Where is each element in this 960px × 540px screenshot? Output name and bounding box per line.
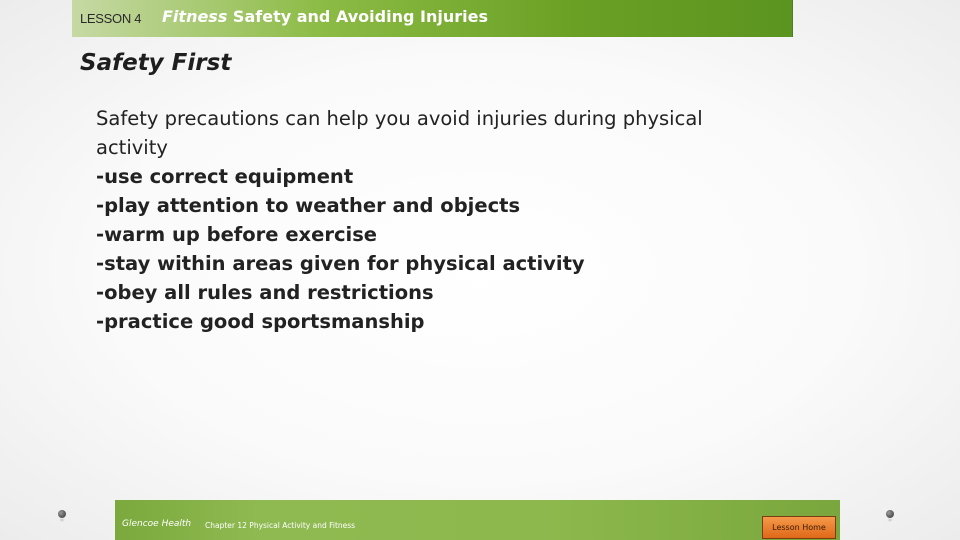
slide-body <box>96 104 856 336</box>
bullet-item: -practice good sportsmanship <box>96 310 425 333</box>
publisher-brand: Glencoe Health <box>122 519 192 529</box>
lesson-title <box>162 7 488 26</box>
bullet-item: -use correct equipment <box>96 165 354 188</box>
bullet-item: -stay within areas given for physical activity <box>96 252 585 275</box>
pin-right-icon <box>886 510 894 518</box>
slide-title: Safety First <box>80 50 232 76</box>
chapter-label: Chapter 12 Physical Activity and Fitness <box>205 521 356 530</box>
bullet-item: -play attention to weather and objects <box>96 194 521 217</box>
lesson-number: LESSON 4 <box>80 11 142 26</box>
slide-footer-bar <box>115 500 840 540</box>
lesson-title-part1: Fitness <box>162 7 228 26</box>
pin-left-icon <box>58 510 66 518</box>
intro-line: activity <box>96 136 168 159</box>
intro-line: Safety precautions can help you avoid injuries during physical <box>96 107 703 130</box>
lesson-title-part2: Safety and Avoiding Injuries <box>227 7 488 26</box>
bullet-item: -warm up before exercise <box>96 223 378 246</box>
lesson-home-button[interactable]: Lesson Home <box>762 516 836 539</box>
lesson-header-bar <box>72 0 793 37</box>
bullet-item: -obey all rules and restrictions <box>96 281 434 304</box>
